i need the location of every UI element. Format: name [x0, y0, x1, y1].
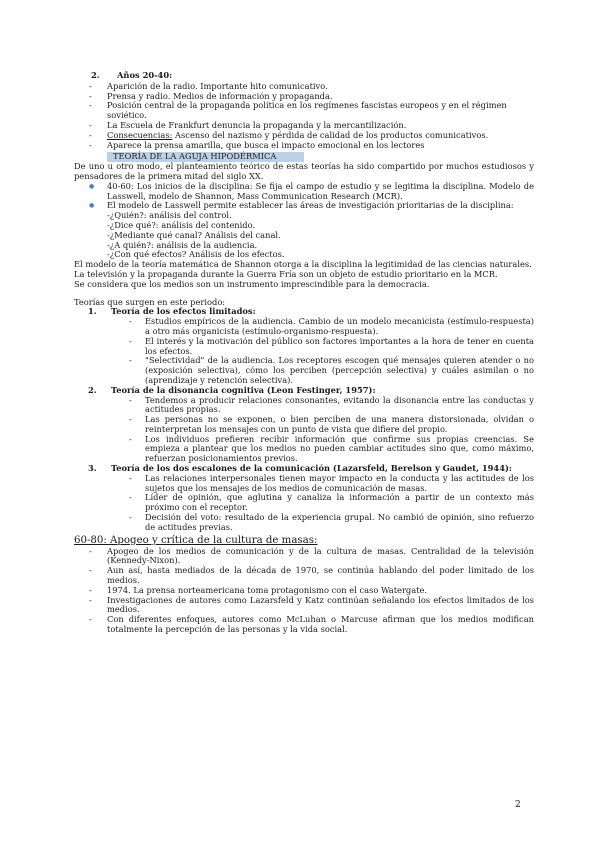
paragraph: El modelo de la teoría matemática de Shannon otorga a la disciplina la legitimidad de las ciencias naturales.: [74, 259, 532, 270]
theory-points: [74, 317, 534, 386]
section-list: [74, 82, 534, 151]
theory-points: [74, 474, 534, 533]
consequences-label: Consecuencias:: [107, 129, 173, 140]
theory-number: 2.: [88, 384, 97, 395]
bullet-item: ● 40-60: Los inicios de la disciplina: Se fija el campo de estudio y se legitima la disciplina. Modelo de Lasswell, modelo de Shannon, Mass Communication Research (MCR).: [74, 182, 534, 202]
theory-point: - Las relaciones interpersonales tienen mayor impacto en la conducta y las actitudes de los sujetos que los mensajes de los medios de comunicación de masas.: [74, 474, 534, 494]
theories-list: [74, 307, 534, 532]
theory-item: [74, 464, 534, 533]
question-line: -¿A quién?: análisis de la audiencia.: [107, 239, 258, 250]
theories-intro: Teorías que surgen en este periodo:: [74, 296, 226, 307]
list-item: - Aparece la prensa amarilla, que busca el impacto emocional en los lectores: [74, 141, 534, 151]
era-heading: 60-80: Apogeo y crítica de la cultura de masas:: [74, 534, 318, 546]
theory-point: - Decisión del voto: resultado de la experiencia grupal. No cambió de opinión, sino refuerzo de actitudes previas.: [74, 513, 534, 533]
theory-number: 1.: [88, 306, 97, 317]
document-body: [74, 71, 534, 635]
lasswell-questions: [74, 211, 534, 260]
theory-point: - El interés y la motivación del público son factores importantes a la hora de tener en cuenta los efectos.: [74, 337, 534, 357]
section-heading: [74, 71, 534, 81]
theory-title: 2. Teoría de la disonancia cognitiva (Leon Festinger, 1957):: [88, 384, 376, 395]
theory-point: - Líder de opinión, que aglutina y canaliza la información a partir de un contexto más próximo con el receptor.: [74, 493, 534, 513]
theory-title: 1. Teoría de los efectos limitados:: [88, 306, 256, 317]
theory-point: - Estudios empíricos de la audiencia. Cambio de un modelo mecanicista (estímulo-respuesta) a otro más organicista (estímulo-organismo-respuesta).: [74, 317, 534, 337]
theory-points: [74, 396, 534, 465]
list-item: - Aun así, hasta mediados de la década de 1970, se continúa hablando del poder limitado de los medios.: [74, 566, 534, 586]
list-item: - Posición central de la propaganda política en los regímenes fascistas europeos y en el régimen soviético.: [74, 101, 534, 121]
list-item: - Con diferentes enfoques, autores como McLuhan o Marcuse afirman que los medios modifican totalmente la percepción de las personas y la vida social.: [74, 615, 534, 635]
theory-number: 3.: [88, 463, 97, 474]
list-item: - Apogeo de los medios de comunicación y de la cultura de masas. Centralidad de la televisión (Kennedy-Nixon).: [74, 547, 534, 567]
list-item: - Aparición de la radio. Importante hito comunicativo.: [74, 82, 534, 92]
theory-item: [74, 307, 534, 385]
paragraph: Se considera que los medios son un instrumento imprescindible para la democracia.: [74, 278, 430, 289]
question-line: -¿Quién?: análisis del control.: [107, 210, 232, 221]
question-line: -¿Con qué efectos? Análisis de los efectos.: [107, 249, 285, 260]
list-item: - Prensa y radio. Medios de información y propaganda.: [74, 92, 534, 102]
theory-point: - Las personas no se exponen, o bien perciben de una manera distorsionada, olvidan o reinterpretan los mensajes con un punto de vista que difiere del propio.: [74, 415, 534, 435]
bullet-list: [74, 182, 534, 211]
theory-title: 3. Teoría de los dos escalones de la comunicación (Lazarsfeld, Berelson y Gaudet, 1944):: [88, 463, 512, 474]
list-item: - Investigaciones de autores como Lazarsfeld y Katz continúan señalando los efectos limitados de los medios.: [74, 596, 534, 616]
question-line: -¿Mediante qué canal? Análisis del canal.: [107, 229, 281, 240]
theory-point: - Tendemos a producir relaciones consonantes, evitando la disonancia entre las conductas y actitudes propias.: [74, 396, 534, 416]
theory-point: - "Selectividad" de la audiencia. Los receptores escogen qué mensajes quieren atender o no (exposición selectiva), cómo los perciben (percepción selectiva) y cuáles asimilan o no (aprendizaje y retención selectiva).: [74, 356, 534, 385]
era-list: [74, 547, 534, 635]
bullet-item: ● El modelo de Lasswell permite establecer las áreas de investigación prioritarias de la disciplina:: [74, 201, 534, 211]
section-title: Años 20-40:: [117, 70, 173, 80]
hypodermic-heading: TEORÍA DE LA AGUJA HIPODÉRMICA: [107, 152, 304, 162]
theory-point: - Los individuos prefieren recibir información que confirme sus propias creencias. Se empieza a plantear que los medios no pueden cambiar actitudes sino que, como máximo, refuerzan posicionamientos previos.: [74, 435, 534, 464]
page-number: 2: [515, 800, 521, 810]
list-item: - La Escuela de Frankfurt denuncia la propaganda y la mercantilización.: [74, 121, 534, 131]
theory-item: [74, 386, 534, 464]
paragraph: La televisión y la propaganda durante la Guerra Fría son un objeto de estudio prioritario en la MCR.: [74, 268, 498, 279]
section-number: 2.: [91, 70, 100, 80]
question-line: -¿Dice qué?: análisis del contenido.: [107, 219, 256, 230]
list-item: - 1974. La prensa norteamericana toma protagonismo con el caso Watergate.: [74, 586, 534, 596]
paragraph: De uno u otro modo, el planteamiento teórico de estas teorías ha sido compartido por muchos estudiosos y pensadores de la primera mitad del siglo XX.: [74, 161, 534, 181]
consequences-text: Ascenso del nazismo y pérdida de calidad de los productos comunicativos.: [172, 129, 489, 140]
